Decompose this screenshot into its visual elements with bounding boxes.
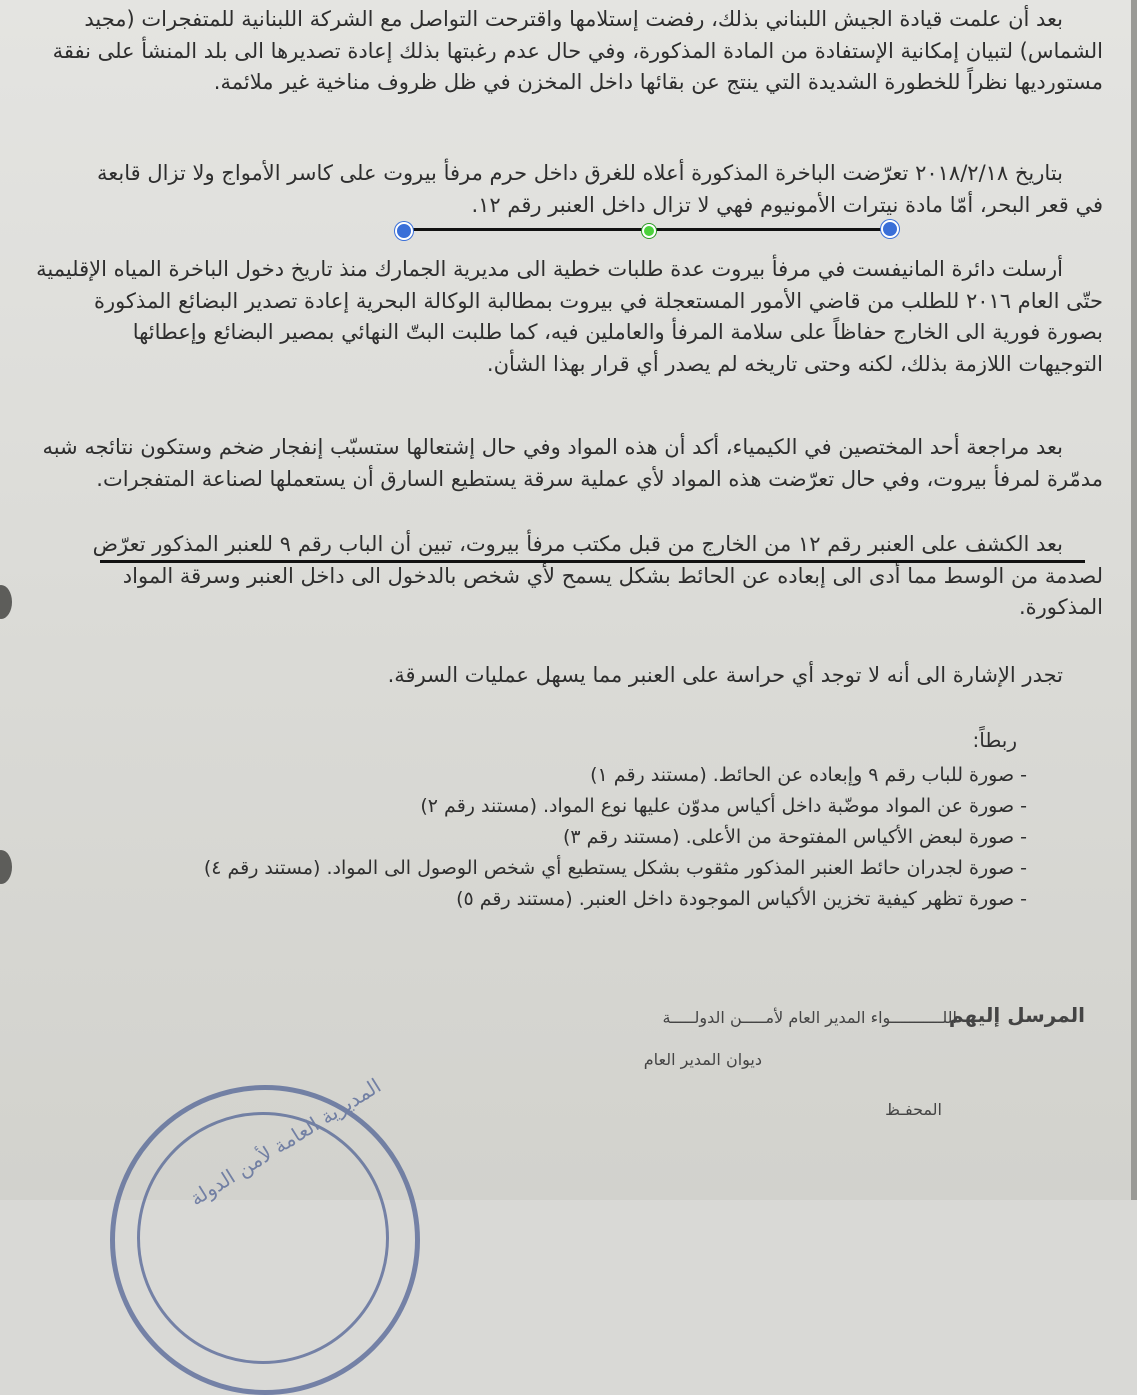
text-line: أرسلت دائرة المانيفست في مرفأ بيروت عدة طلبات خطية الى مديرية الجمارك منذ تاريخ دخول الباخرة المياه الإقليمية bbox=[36, 257, 1063, 281]
recipient-line-1: اللـــــــــــواء المدير العام لأمـــــن الدولـــــة bbox=[662, 1008, 957, 1027]
punch-hole bbox=[0, 850, 12, 884]
paragraph-2 bbox=[8, 158, 1103, 221]
attachment-item: - صورة تظهر كيفية تخزين الأكياس الموجودة داخل العنبر. (مستند رقم ٥) bbox=[456, 888, 1027, 910]
stamp-text: المديرية العامة لأمن الدولة bbox=[185, 1073, 386, 1211]
paragraph-1 bbox=[8, 4, 1103, 99]
text-line: المذكورة. bbox=[1018, 595, 1103, 619]
paragraph-4 bbox=[8, 432, 1103, 495]
text-line: لصدمة من الوسط مما أدى الى إبعاده عن الحائط بشكل يسمح لأي شخص بالدخول الى داخل العنبر وسرقة المواد bbox=[122, 563, 1103, 588]
text-line: في قعر البحر، أمّا مادة نيترات الأمونيوم فهي لا تزال داخل العنبر رقم ١٢. bbox=[471, 192, 1103, 217]
attachment-item: - صورة لجدران حائط العنبر المذكور مثقوب بشكل يستطيع أي شخص الوصول الى المواد. (مستند رقم ٤) bbox=[203, 857, 1027, 879]
paragraph-6 bbox=[8, 660, 1103, 692]
selection-handle-middle[interactable] bbox=[642, 224, 656, 238]
text-line: حتّى العام ٢٠١٦ للطلب من قاضي الأمور المستعجلة في بيروت بمطالبة الوكالة البحرية إعادة تصدير البضائع المذكورة bbox=[93, 288, 1103, 313]
attachments-list bbox=[204, 760, 1027, 915]
attachment-item: - صورة عن المواد موضّبة داخل أكياس مدوّن عليها نوع المواد. (مستند رقم ٢) bbox=[420, 795, 1027, 817]
attachment-item: - صورة للباب رقم ٩ وإبعاده عن الحائط. (مستند رقم ١) bbox=[590, 764, 1027, 786]
text-line: التوجيهات اللازمة بذلك، لكنه وحتى تاريخه لم يصدر أي قرار بهذا الشأن. bbox=[486, 351, 1103, 376]
recipient-line-3: المحفـظ bbox=[885, 1100, 942, 1119]
text-line: مدمّرة لمرفأ بيروت، وفي حال تعرّضت هذه المواد لأي عملية سرقة يستطيع السارق أن يستعملها لصناعة المتفجرات. bbox=[96, 466, 1103, 491]
attachments-heading: ربطاً: bbox=[972, 728, 1017, 752]
paragraph-5 bbox=[8, 529, 1103, 624]
text-line: مستورديها نظراً للخطورة الشديدة التي ينتج عن بقائها داخل المخزن في ظل ظروف مناخية غير ملائمة. bbox=[213, 70, 1103, 94]
selection-handle-start[interactable] bbox=[395, 222, 413, 240]
text-line: بعد مراجعة أحد المختصين في الكيمياء، أكد أن هذه المواد وفي حال إشتعالها ستسبّب إنفجار ضخم وستكون نتائجه شبه bbox=[42, 435, 1063, 459]
text-line: تجدر الإشارة الى أنه لا توجد أي حراسة على العنبر مما يسهل عمليات السرقة. bbox=[387, 663, 1063, 687]
recipients-label: المرسل إليهم bbox=[948, 1003, 1085, 1027]
text-line: بصورة فورية الى الخارج حفاظاً على سلامة المرفأ والعاملين فيه، كما طلبت البتّ النهائي بمصير البضائع وإعطائها bbox=[132, 320, 1103, 344]
text-line: الشماس) لتبيان إمكانية الإستفادة من المادة المذكورة، وفي حال عدم رغبتها بذلك إعادة تصديرها الى بلد المنشأ على نفقة bbox=[52, 38, 1103, 63]
paragraph-3 bbox=[8, 254, 1103, 380]
official-stamp bbox=[110, 1073, 420, 1395]
recipient-line-2: ديوان المدير العام bbox=[643, 1050, 762, 1069]
attachment-item: - صورة لبعض الأكياس المفتوحة من الأعلى. (مستند رقم ٣) bbox=[562, 826, 1027, 848]
text-line: بتاريخ ٢٠١٨/٢/١٨ تعرّضت الباخرة المذكورة أعلاه للغرق داخل حرم مرفأ بيروت على كاسر الأمواج ولا تزال قابعة bbox=[96, 161, 1063, 185]
page-edge bbox=[1131, 0, 1137, 1200]
text-line: بعد أن علمت قيادة الجيش اللبناني بذلك، رفضت إستلامها واقترحت التواصل مع الشركة اللبنانية للمتفجرات (مجيد bbox=[84, 7, 1063, 31]
text-line: بعد الكشف على العنبر رقم ١٢ من الخارج من قبل مكتب مرفأ بيروت، تبين أن الباب رقم ٩ للعنبر المذكور تعرّض bbox=[92, 532, 1063, 556]
selection-handle-end[interactable] bbox=[881, 220, 899, 238]
drawn-underline bbox=[100, 560, 1085, 563]
